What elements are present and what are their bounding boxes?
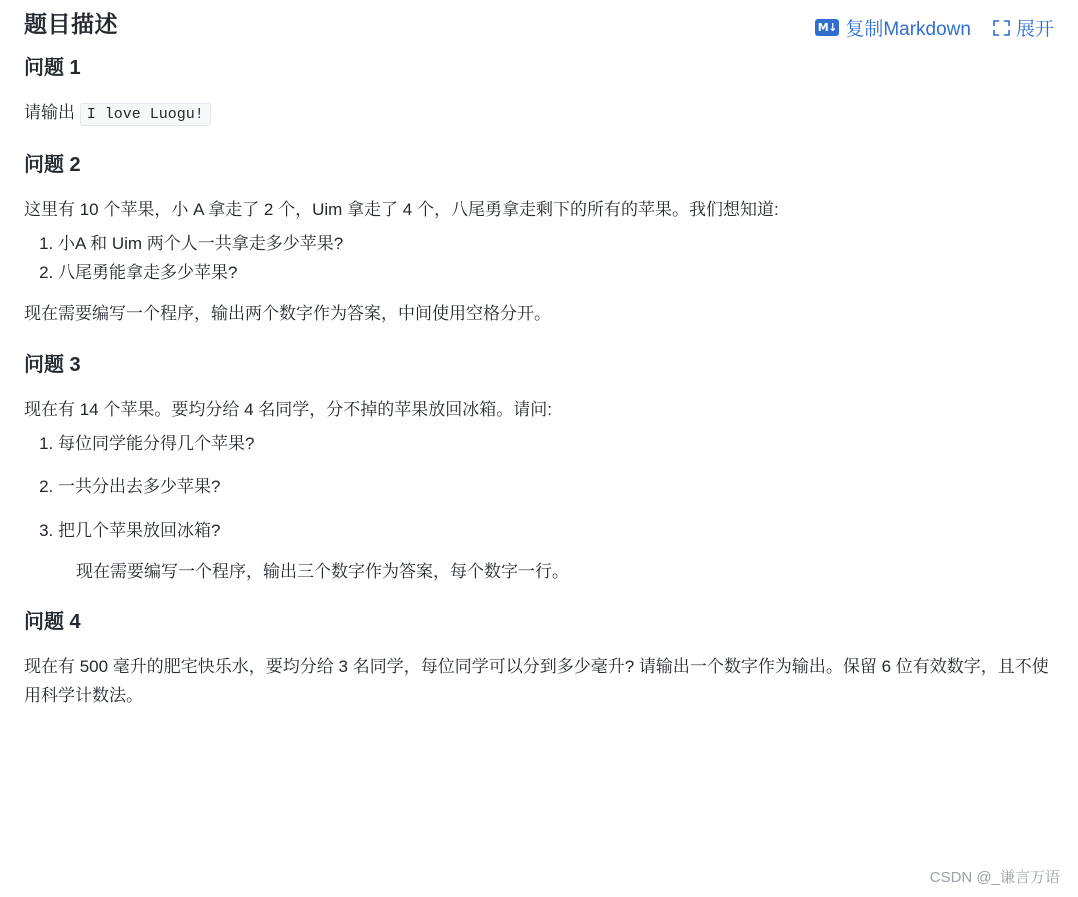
question-1-heading: 问题 1 [24, 57, 81, 79]
question-2-intro: 这里有 10 个苹果，小 A 拿走了 2 个，Uim 拿走了 4 个，八尾勇拿走剩下的所有的苹果。我们想知道: [24, 199, 779, 219]
question-2-heading: 问题 2 [24, 153, 81, 176]
question-3-intro: 现在有 14 个苹果。要均分给 4 名同学，分不掉的苹果放回冰箱。请问: [24, 400, 552, 420]
question-2-outro: 现在需要编写一个程序，输出两个数字作为答案，中间使用空格分开。 [24, 304, 551, 324]
copy-markdown-label: 复制Markdown [845, 19, 971, 40]
list-item-text: 把几个苹果放回冰箱? [58, 520, 221, 540]
header [24, 10, 1054, 41]
question-1-body [24, 99, 1054, 128]
watermark: CSDN @_谦言万语 [929, 869, 1060, 886]
list-item: 2. 一共分出去多少苹果? [58, 473, 1054, 500]
expand-button[interactable] [993, 14, 1054, 41]
expand-corners-icon [993, 20, 1010, 36]
header-actions [815, 10, 1054, 41]
question-3-list [24, 430, 1054, 585]
question-2-list [24, 230, 1054, 286]
question-1-code: I love Luogu! [80, 103, 211, 126]
list-item: 1. 每位同学能分得几个苹果? [58, 430, 1054, 457]
list-item: 1. 小A 和 Uim 两个人一共拿走多少苹果? [58, 230, 1054, 257]
question-1-intro: 请输出 [24, 103, 75, 122]
list-item: 2. 八尾勇能拿走多少苹果? [58, 259, 1054, 286]
question-4-body: 现在有 500 毫升的肥宅快乐水，要均分给 3 名同学，每位同学可以分到多少毫升? 请输出一个数字作为输出。保留 6 位有效数字，且不使用科学计数法。 [24, 657, 1049, 705]
copy-markdown-button[interactable] [815, 14, 971, 41]
question-3-note: 现在需要编写一个程序，输出三个数字作为答案，每个数字一行。 [76, 561, 569, 581]
question-4-heading: 问题 4 [24, 611, 81, 634]
question-3-heading: 问题 3 [24, 354, 81, 377]
expand-label: 展开 [1015, 19, 1054, 40]
page-title: 题目描述 [24, 11, 118, 37]
markdown-icon: M↓ [815, 19, 839, 36]
list-item [58, 517, 1054, 585]
